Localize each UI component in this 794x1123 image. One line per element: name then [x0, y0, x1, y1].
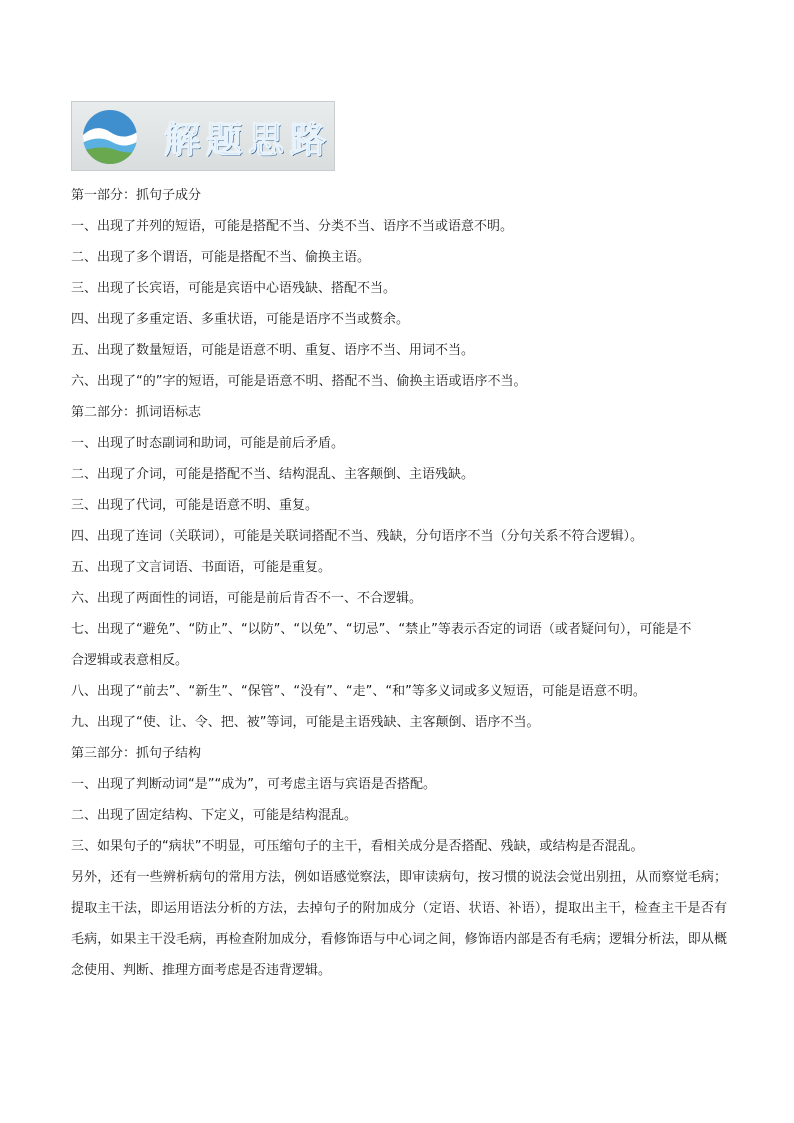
text-line: 五、出现了文言词语、书面语，可能是重复。: [71, 560, 332, 575]
text-line: 一、出现了时态副词和助词，可能是前后矛盾。: [71, 436, 345, 451]
text-line: 二、出现了固定结构、下定义，可能是结构混乱。: [71, 808, 358, 823]
text-line: 六、出现了“的”字的短语，可能是语意不明、搭配不当、偷换主语或语序不当。: [71, 374, 527, 389]
text-line: 九、出现了“使、让、令、把、被”等词，可能是主语残缺、主客颠倒、语序不当。: [71, 715, 540, 730]
text-line: 四、出现了连词（关联词），可能是关联词搭配不当、残缺，分句语序不当（分句关系不符合逻辑）。: [71, 529, 644, 544]
text-line: 五、出现了数量短语，可能是语意不明、重复、语序不当、用词不当。: [71, 343, 475, 358]
text-line: 一、出现了判断动词“是”“成为”，可考虑主语与宾语是否搭配。: [71, 777, 436, 792]
mountain-lake-logo-icon: [80, 108, 140, 166]
text-line: 四、出现了多重定语、多重状语，可能是语序不当或赘余。: [71, 312, 410, 327]
closing-paragraph: 另外，还有一些辨析病句的常用方法，例如语感觉察法，即审读病句，按习惯的说法会觉出别扭，从而察觉毛病；提取主干法，即运用语法分析的方法，去掉句子的附加成分（定语、状语、补语），提取出主干，检查主干是否有毛病，如果主干没毛病，再检查附加成分，看修饰语与中心词之间，修饰语内部是否有毛病；逻辑分析法，即从概念使用、判断、推理方面考虑是否违背逻辑。: [71, 870, 727, 978]
section-heading: 第二部分：抓词语标志: [71, 405, 202, 420]
text-line: 合逻辑或表意相反。: [71, 653, 189, 668]
document-body: [71, 180, 727, 986]
banner-title: 解题思路: [164, 119, 333, 161]
text-line: 六、出现了两面性的词语，可能是前后肯否不一、不合逻辑。: [71, 591, 423, 606]
text-line: 一、出现了并列的短语，可能是搭配不当、分类不当、语序不当或语意不明。: [71, 219, 514, 234]
text-line: 三、出现了代词，可能是语意不明、重复。: [71, 498, 319, 513]
section-heading: 第三部分：抓句子结构: [71, 746, 202, 761]
section-heading: 第一部分：抓句子成分: [71, 188, 202, 203]
text-line: 八、出现了“前去”、“新生”、“保管”、“没有”、“走”、“和”等多义词或多义短语，可能是语意不明。: [71, 684, 646, 699]
text-line: 二、出现了介词，可能是搭配不当、结构混乱、主客颠倒、主语残缺。: [71, 467, 475, 482]
text-line: 七、出现了“避免”、“防止”、“以防”、“以免”、“切忌”、“禁止”等表示否定的词语（或者疑问句），可能是不: [71, 622, 692, 637]
section-banner: [71, 101, 335, 171]
text-line: 三、出现了长宾语，可能是宾语中心语残缺、搭配不当。: [71, 281, 397, 296]
text-line: 三、如果句子的“病状”不明显，可压缩句子的主干，看相关成分是否搭配、残缺，或结构是否混乱。: [71, 839, 644, 854]
text-line: 二、出现了多个谓语，可能是搭配不当、偷换主语。: [71, 250, 371, 265]
